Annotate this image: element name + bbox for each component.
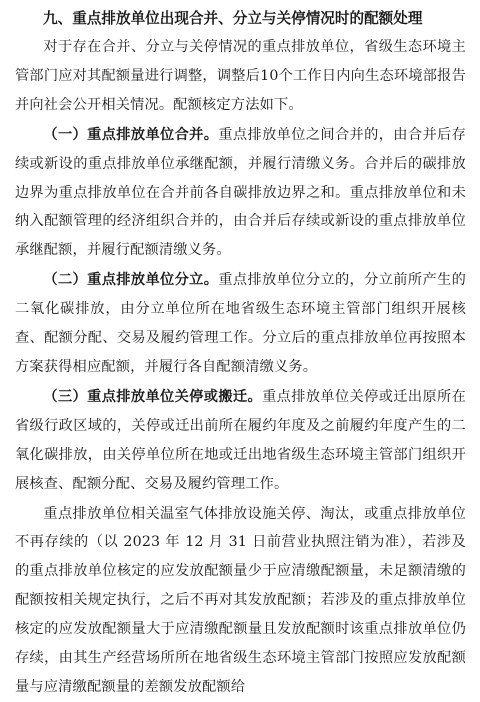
closure-paragraph: [15, 383, 466, 499]
section-title: 九、重点排放单位出现合并、分立与关停情况时的配额处理: [43, 10, 423, 27]
split-heading: （二）重点排放单位分立。: [43, 272, 219, 289]
closure-heading: （三）重点排放单位关停或搬迁。: [43, 388, 263, 405]
split-body: 重点排放单位分立的，分立前所产生的二氧化碳排放，由分立单位所在地省级生态环境主管部门组织开展核查、配额分配、交易及履约管理工作。分立后的重点排放单位再按照本方案获得相应配额，并履行各自配额清缴义务。: [15, 272, 466, 375]
split-paragraph: [15, 266, 466, 382]
intro-paragraph: 对于存在合并、分立与关停情况的重点排放单位，省级生态环境主管部门应对其配额量进行调整，调整后10个工作日内向生态环境部报告并向社会公开相关情况。配额核定方法如下。: [15, 39, 466, 113]
merger-body: 重点排放单位之间合并的，由合并后存续或新设的重点排放单位承继配额，并履行清缴义务。合并后的碳排放边界为重点排放单位在合并前各自碳排放边界之和。重点排放单位和未纳入配额管理的经济组织合并的，由合并后存续或新设的重点排放单位承继配额，并履行配额清缴义务。: [15, 126, 466, 259]
merger-paragraph: [15, 121, 466, 266]
merger-heading: （一）重点排放单位合并。: [43, 126, 219, 143]
closure-body: 重点排放单位关停或迁出原所在省级行政区域的，关停或迁出前所在履约年度及之前履约年度产生的二氧化碳排放，由关停单位所在地或迁出地省级生态环境主管部门组织开展核查、配额分配、交易及履约管理工作。: [15, 388, 466, 492]
closing-paragraph: 重点排放单位相关温室气体排放设施关停、淘汰，或重点排放单位不再存续的（以 2023 年 12 月 31 日前营业执照注销为准），若涉及的重点排放单位核定的应发放配额量少于应清缴配额量，未足额清缴的配额按相关规定执行，之后不再对其发放配额；若涉及的重点排放单位核定的应发放配额量大于应清缴配额量且发放配额时该重点排放单位仍存续，由其生产经营场所所在地省级生态环境主管部门按照应发放配额量与应清缴配额量的差额发放配额给: [15, 505, 466, 695]
